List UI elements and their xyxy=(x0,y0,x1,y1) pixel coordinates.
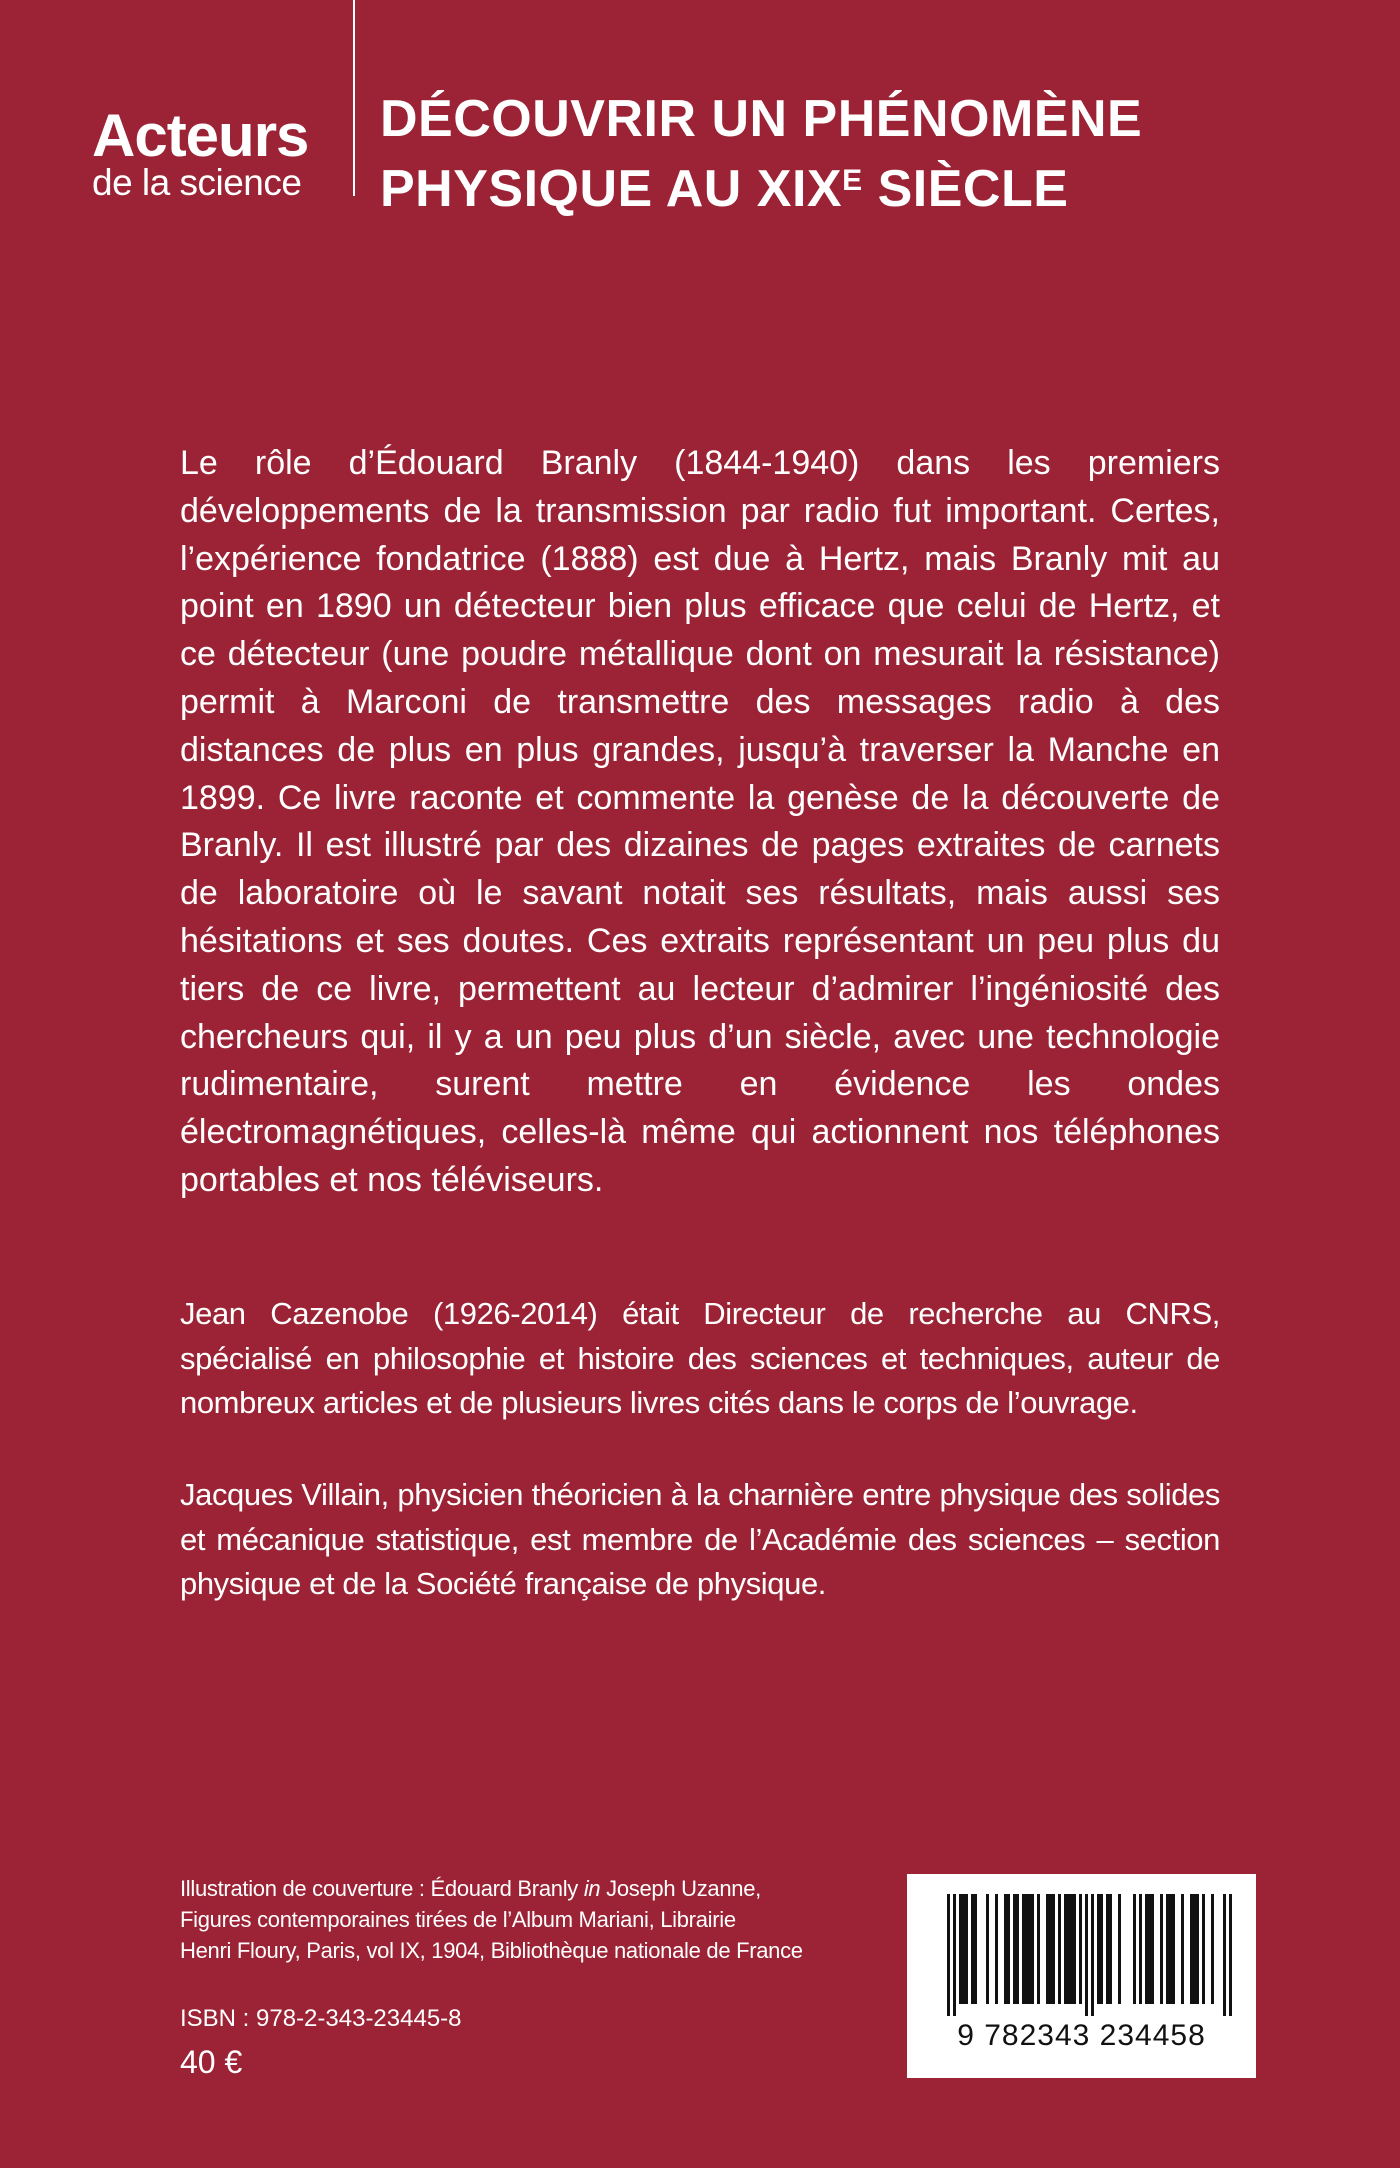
century-superscript: E xyxy=(842,164,863,197)
barcode-bar xyxy=(1058,1894,1061,2004)
barcode-bar xyxy=(1145,1894,1148,2004)
barcode-bar xyxy=(1106,1894,1109,2004)
barcode-bar xyxy=(1025,1894,1028,2004)
barcode-bar xyxy=(947,1894,950,2016)
barcode-bar xyxy=(1196,1894,1199,2004)
barcode-bar xyxy=(986,1894,989,2004)
barcode-bar xyxy=(1022,1894,1025,2004)
barcode-bar xyxy=(1109,1894,1112,2004)
price: 40 € xyxy=(180,2044,243,2080)
barcode-bar xyxy=(1190,1894,1193,2004)
barcode-bar xyxy=(1100,1894,1103,2004)
barcode-bar xyxy=(1139,1894,1142,2004)
barcode-bar xyxy=(1166,1894,1169,2004)
barcode-bar xyxy=(1031,1894,1034,2004)
book-title-line-2 xyxy=(380,150,1142,220)
book-summary: Le rôle d’Édouard Branly (1844-1940) dans les premiers développements de la transmission par radio fut important. Certes, l’expérience fondatrice (1888) est due à Hertz, mais Branly mit au point en 1890 un détecteur bien plus efficace que celui de Hertz, et ce détecteur (une poudre métallique dont on mesurait la résistance) permit à Marconi de transmettre des messages radio à des distances de plus en plus grandes, jusqu’à traverser la Manche en 1899. Ce livre raconte et commente la genèse de la découverte de Branly. Il est illustré par des dizaines de pages extraites de carnets de laboratoire où le savant notait ses résultats, mais aussi ses hésitations et ses doutes. Ces extraits représentant un peu plus du tiers de ce livre, permettent au lecteur d’admirer l’ingéniosité des chercheurs qui, il y a un peu plus d’un siècle, avec une technologie rudimentaire, surent mettre en évidence les ondes électromagnétiques, celles-là même qui actionnent nos téléphones portables et nos téléviseurs. xyxy=(180,444,1220,1199)
barcode-bar xyxy=(995,1894,998,2004)
barcode-bar xyxy=(1229,1894,1232,2016)
barcode-bar xyxy=(1052,1894,1055,2004)
barcode-bar xyxy=(1097,1894,1100,2004)
barcode-bar xyxy=(1091,1894,1094,2016)
series-name: Acteurs xyxy=(92,102,309,169)
barcode-digits: 9 782343 234458 xyxy=(957,2019,1206,2052)
book-title-line-2-end: SIÈCLE xyxy=(862,160,1069,218)
credits-line-2: Figures contemporaines tirées de l’Album Mariani, Librairie xyxy=(180,1907,736,1932)
credits-line-1 xyxy=(180,1873,880,1904)
title-divider xyxy=(353,0,355,196)
barcode-bars xyxy=(927,1894,1236,2016)
barcode-bar xyxy=(1160,1894,1163,2004)
barcode-bar xyxy=(1133,1894,1136,2004)
barcode-bar xyxy=(1046,1894,1049,2004)
barcode-bar xyxy=(1064,1894,1067,2004)
series-logo xyxy=(92,102,342,203)
barcode-bar xyxy=(1223,1894,1226,2016)
book-title-line-1: DÉCOUVRIR UN PHÉNOMÈNE xyxy=(380,90,1143,148)
barcode-bar xyxy=(1016,1894,1019,2004)
barcode-bar xyxy=(1004,1894,1007,2004)
cover-credits xyxy=(180,1873,880,1966)
book-title xyxy=(380,88,1142,220)
author-bio-villain: Jacques Villain, physicien théoricien à la charnière entre physique des solides et mécanique statistique, est membre de l’Académie des sciences – section physique et de la Société française de physique. xyxy=(180,1477,1220,1601)
barcode-bar xyxy=(1007,1894,1010,2004)
barcode-bar xyxy=(1193,1894,1196,2004)
barcode-bar xyxy=(965,1894,968,2004)
barcode-bar xyxy=(1028,1894,1031,2004)
barcode-bar xyxy=(962,1894,965,2004)
author-bio-cazenobe: Jean Cazenobe (1926-2014) était Directeur de recherche au CNRS, spécialisé en philosophie et histoire des sciences et techniques, auteur de nombreux articles et de plusieurs livres cités dans le corps de l’ouvrage. xyxy=(180,1296,1220,1420)
barcode-bar xyxy=(1151,1894,1154,2004)
barcode-bar xyxy=(1181,1894,1184,2004)
book-title-line-2-main: PHYSIQUE AU XIX xyxy=(380,160,843,218)
barcode-bar xyxy=(971,1894,974,2004)
barcode-bar xyxy=(1067,1894,1070,2004)
barcode-bar xyxy=(974,1894,977,2004)
barcode-bar xyxy=(1049,1894,1052,2004)
barcode xyxy=(907,1874,1256,2078)
credits-line-3: Henri Floury, Paris, vol IX, 1904, Bibliothèque nationale de France xyxy=(180,1938,803,1963)
barcode-bar xyxy=(1073,1894,1076,2004)
barcode-bar xyxy=(959,1894,962,2004)
barcode-bar xyxy=(1013,1894,1016,2004)
barcode-bar xyxy=(953,1894,956,2016)
credits-line-1-prefix: Illustration de couverture : Édouard Branly xyxy=(180,1876,584,1901)
barcode-bar xyxy=(1037,1894,1040,2004)
barcode-bar xyxy=(1211,1894,1214,2004)
series-subtitle: de la science xyxy=(92,162,302,203)
barcode-bar xyxy=(1085,1894,1088,2016)
credits-line-1-italic: in xyxy=(583,1876,601,1901)
credits-line-1-suffix: Joseph Uzanne, xyxy=(600,1876,761,1901)
barcode-bar xyxy=(1079,1894,1082,2004)
barcode-bar xyxy=(1118,1894,1121,2004)
barcode-bar xyxy=(1169,1894,1172,2004)
isbn: ISBN : 978-2-343-23445-8 xyxy=(180,2005,462,2032)
barcode-bar xyxy=(1148,1894,1151,2004)
barcode-bar xyxy=(1202,1894,1205,2004)
barcode-bar xyxy=(1070,1894,1073,2004)
barcode-bar xyxy=(1172,1894,1175,2004)
